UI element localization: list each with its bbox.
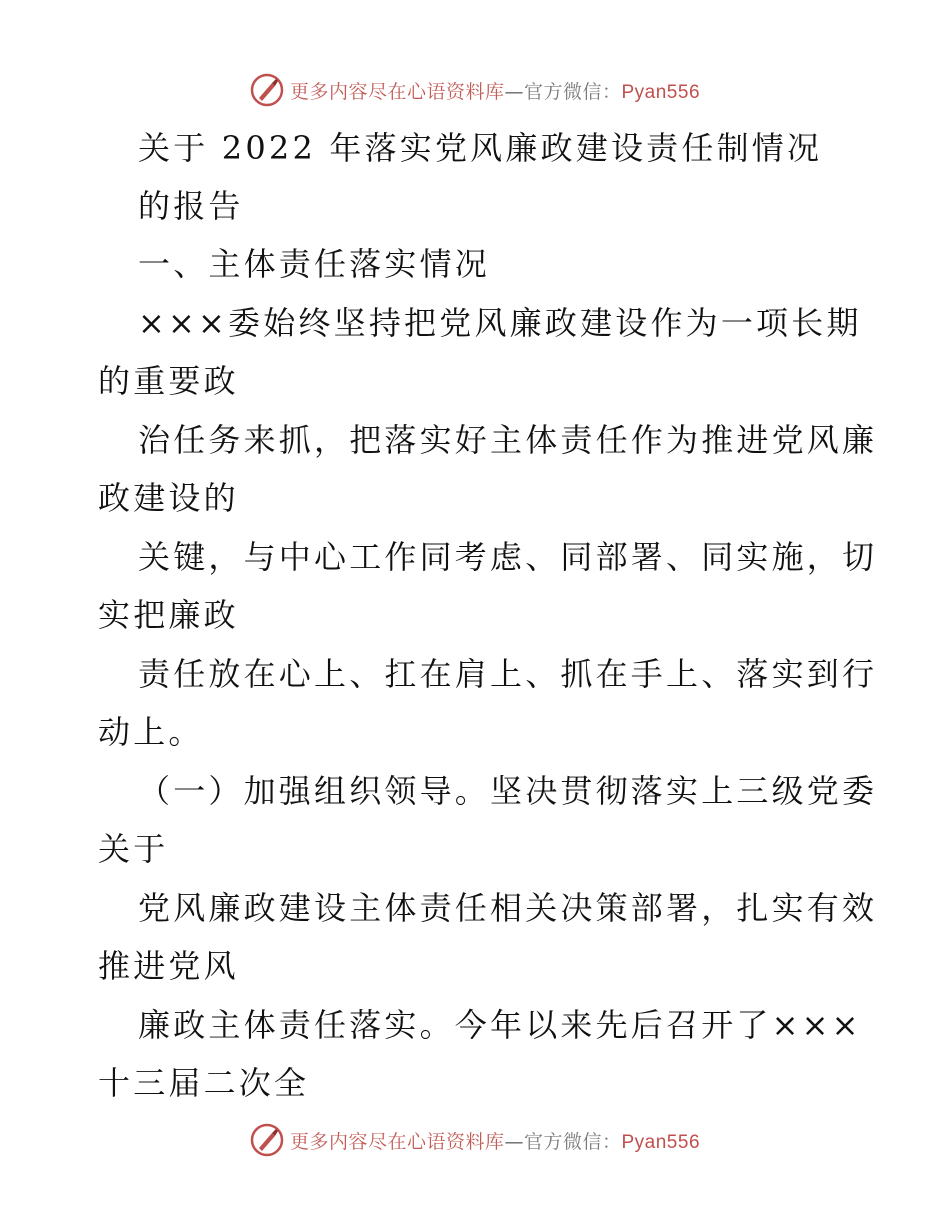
paragraph-line: 治任务来抓，把落实好主体责任作为推进党风廉 [138,421,878,459]
paragraph-line: （一）加强组织领导。坚决贯彻落实上三级党委 [138,772,878,810]
watermark-text [290,77,700,104]
paragraph-line: 责任放在心上、扛在肩上、抓在手上、落实到行 [138,655,878,693]
paragraph-line: 党风廉政建设主体责任相关决策部署，扎实有效 [138,889,878,927]
paragraph-line: 政建设的 [98,479,239,517]
paragraph-line: 动上。 [98,713,204,751]
watermark-text [290,1127,700,1154]
watermark-header [0,70,950,110]
document-title-line-1: 关于 2022 年落实党风廉政建设责任制情况 [138,129,823,167]
paragraph-line: 廉政主体责任落实。今年以来先后召开了××× [138,1006,862,1044]
document-title-line-2: 的报告 [138,187,244,225]
watermark-footer [0,1120,950,1160]
paragraph-line: 推进党风 [98,947,239,985]
watermark-wechat-id: Pyan556 [621,81,701,103]
section-heading: 一、主体责任落实情况 [138,245,491,283]
watermark-main-text: 更多内容尽在心语资料库 [289,1130,505,1153]
watermark-official-label: 官方微信： [523,80,622,103]
paragraph-line: 实把廉政 [98,596,239,634]
paragraph-line: ×××委始终坚持把党风廉政建设作为一项长期 [138,304,862,342]
watermark-wechat-id: Pyan556 [621,1131,701,1153]
watermark-separator: — [504,1130,524,1153]
pen-logo-icon [250,1123,284,1157]
watermark-official-label: 官方微信： [523,1130,622,1153]
paragraph-line: 的重要政 [98,362,239,400]
paragraph-line: 关于 [98,830,169,868]
paragraph-line: 十三届二次全 [98,1064,310,1102]
paragraph-line: 关键，与中心工作同考虑、同部署、同实施，切 [138,538,878,576]
watermark-main-text: 更多内容尽在心语资料库 [289,80,505,103]
watermark-separator: — [504,80,524,103]
pen-logo-icon [250,73,284,107]
